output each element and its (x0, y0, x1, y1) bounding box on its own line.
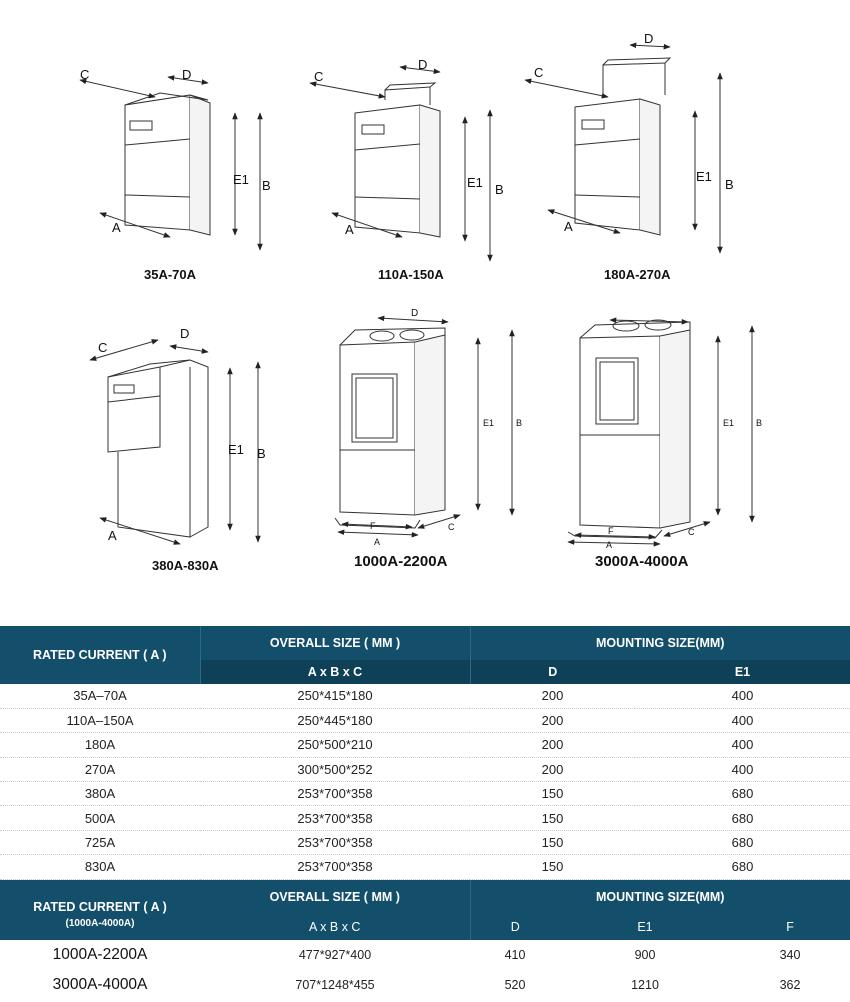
cell-size: 250*445*180 (200, 708, 470, 732)
header-mounting-size: MOUNTING SIZE(MM) (470, 880, 850, 914)
header-rated-current: RATED CURRENT ( A ) (0, 626, 200, 684)
cell-e1: 680 (635, 830, 850, 854)
cell-current: 500A (0, 806, 200, 830)
header-d: D (470, 660, 635, 684)
label-b: B (257, 446, 266, 461)
table-row (0, 830, 850, 854)
header-overall-size: OVERALL SIZE ( MM ) (200, 880, 470, 914)
label-a: A (564, 219, 573, 234)
label-a: A (606, 540, 613, 550)
diagram-110a-150a (290, 55, 520, 295)
cell-e1: 900 (634, 948, 656, 962)
cell-current: 380A (0, 782, 200, 806)
cell-e1: 400 (635, 684, 850, 708)
label-c: C (314, 69, 324, 84)
label-b: B (262, 178, 271, 193)
label-c: C (688, 527, 695, 537)
header-axbxc: A x B x C (200, 660, 470, 684)
size-table-large (0, 880, 850, 1000)
label-a: A (374, 537, 381, 547)
cell-current: 1000A-2200A (52, 946, 148, 963)
label-f: F (370, 521, 376, 531)
cell-size: 250*415*180 (200, 684, 470, 708)
cell-f: 362 (779, 978, 801, 992)
cell-e1: 400 (635, 733, 850, 757)
diagram-3000a-4000a (560, 300, 800, 580)
cell-e1: 680 (635, 855, 850, 879)
header-axbxc: A x B x C (200, 914, 470, 940)
cell-current: 830A (0, 855, 200, 879)
cell-f: 340 (779, 948, 801, 962)
label-e1: E1 (233, 172, 249, 187)
diagram-180a-270a (520, 25, 750, 295)
cell-size: 253*700*358 (200, 830, 470, 854)
diagram-35a-70a (60, 55, 290, 295)
label-b: B (756, 418, 763, 428)
cell-size: 253*700*358 (200, 855, 470, 879)
cell-size: 253*700*358 (200, 806, 470, 830)
header-rated-current: RATED CURRENT ( A ) (0, 880, 200, 914)
label-b: B (725, 177, 734, 192)
cell-d: 200 (470, 733, 635, 757)
header-e1: E1 (560, 914, 730, 940)
label-b: B (495, 182, 504, 197)
label-c: C (448, 522, 455, 532)
cell-current: 180A (0, 733, 200, 757)
cell-e1: 680 (635, 782, 850, 806)
label-e1: E1 (228, 442, 244, 457)
cell-e1: 400 (635, 757, 850, 781)
cell-e1: 1210 (631, 978, 659, 992)
cell-size: 250*500*210 (200, 733, 470, 757)
header-e1: E1 (635, 660, 850, 684)
cell-size: 300*500*252 (200, 757, 470, 781)
cell-d: 520 (504, 978, 526, 992)
cell-d: 200 (470, 708, 635, 732)
caption-35a-70a: 35A-70A (144, 267, 197, 282)
cell-size: 707*1248*455 (295, 978, 375, 992)
label-f: F (608, 526, 614, 536)
cell-d: 200 (470, 757, 635, 781)
label-d: D (644, 31, 654, 46)
label-b: B (516, 418, 523, 428)
cell-d: 150 (470, 855, 635, 879)
cell-current: 270A (0, 757, 200, 781)
label-e1: E1 (696, 169, 712, 184)
cell-d: 200 (470, 684, 635, 708)
label-d: D (411, 308, 419, 319)
cell-d: 150 (470, 782, 635, 806)
label-a: A (108, 528, 117, 543)
cell-d: 410 (504, 948, 526, 962)
cell-current: 110A–150A (0, 708, 200, 732)
table-row (0, 855, 850, 879)
header-overall-size: OVERALL SIZE ( MM ) (200, 626, 470, 660)
cell-current: 725A (0, 830, 200, 854)
label-d: D (182, 67, 192, 82)
label-d: D (418, 57, 428, 72)
header-f: F (730, 914, 850, 940)
caption-3000a-4000a: 3000A-4000A (595, 553, 689, 570)
cell-size: 253*700*358 (200, 782, 470, 806)
label-a: A (112, 220, 121, 235)
table-row (0, 708, 850, 732)
table-row (0, 782, 850, 806)
caption-380a-830a: 380A-830A (152, 558, 219, 573)
label-d: D (180, 326, 190, 341)
label-c: C (534, 65, 544, 80)
label-c: C (98, 340, 108, 355)
header-mounting-size: MOUNTING SIZE(MM) (470, 626, 850, 660)
label-e1: E1 (483, 418, 495, 428)
label-e1: E1 (467, 175, 483, 190)
table-row (0, 940, 850, 970)
caption-110a-150a: 110A-150A (378, 267, 444, 282)
table-row (0, 684, 850, 708)
cell-d: 150 (470, 806, 635, 830)
header-rated-current-range: (1000A-4000A) (0, 914, 200, 940)
diagram-1000a-2200a (320, 300, 550, 580)
caption-1000a-2200a: 1000A-2200A (354, 553, 448, 570)
table-row (0, 733, 850, 757)
header-d: D (470, 914, 560, 940)
label-c: C (80, 67, 90, 82)
cell-e1: 400 (635, 708, 850, 732)
cell-current: 35A–70A (0, 684, 200, 708)
label-a: A (345, 222, 354, 237)
diagram-380a-830a (60, 322, 300, 582)
cell-size: 477*927*400 (298, 948, 372, 962)
cell-e1: 680 (635, 806, 850, 830)
caption-180a-270a: 180A-270A (604, 267, 671, 282)
cell-d: 150 (470, 830, 635, 854)
label-e1: E1 (723, 418, 735, 428)
table-row (0, 806, 850, 830)
cell-current: 3000A-4000A (52, 976, 148, 993)
table-row (0, 757, 850, 781)
size-table-small (0, 626, 850, 880)
table-row (0, 970, 850, 1000)
